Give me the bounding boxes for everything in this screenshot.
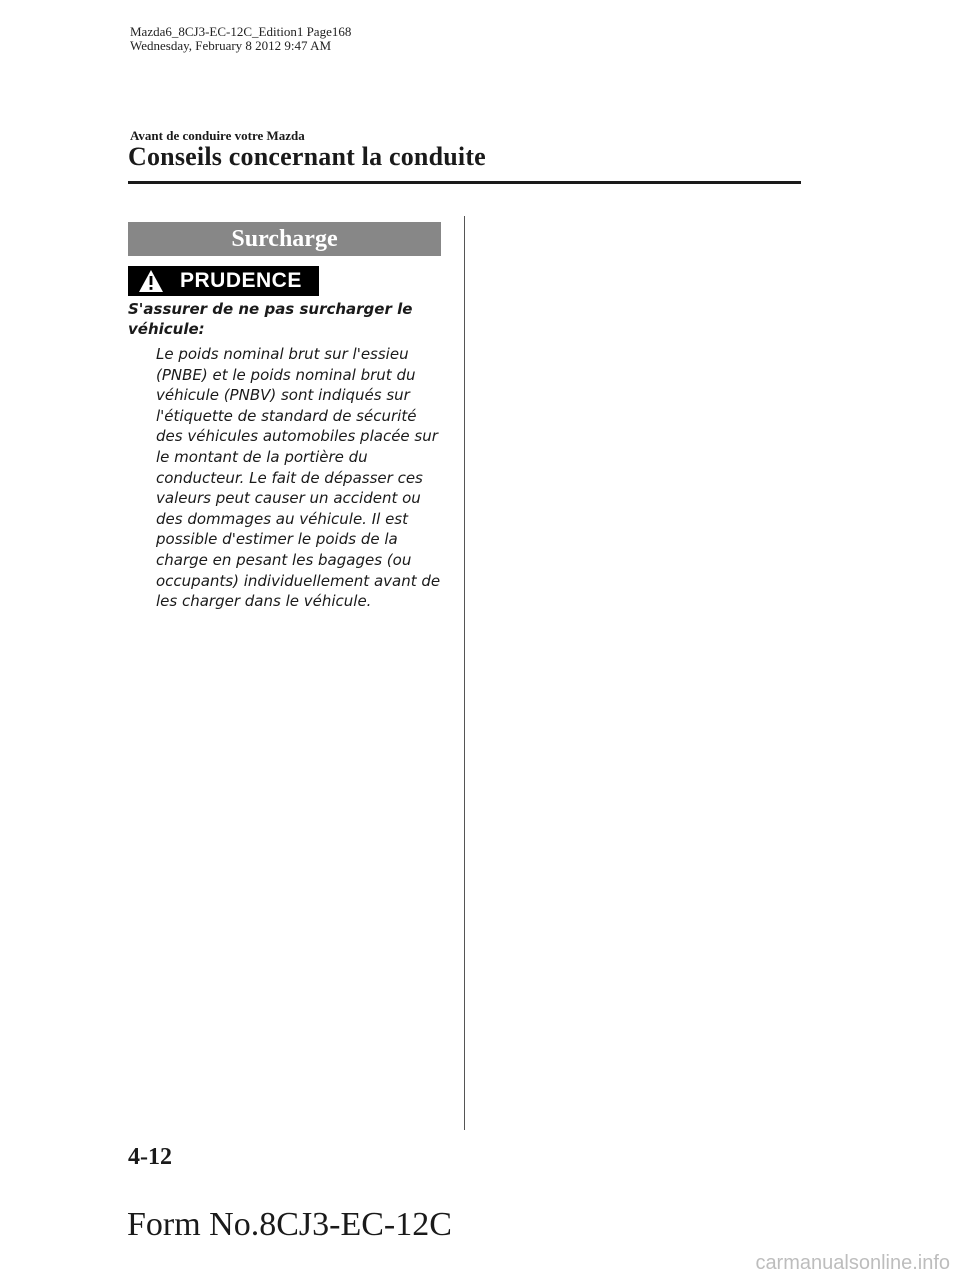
page-number: 4-12: [128, 1144, 172, 1170]
section-heading: Surcharge: [128, 222, 441, 256]
print-meta-line-1: Mazda6_8CJ3-EC-12C_Edition1 Page168: [130, 24, 352, 39]
caution-label: PRUDENCE: [180, 269, 302, 292]
caution-badge: [128, 266, 319, 296]
column-divider: [464, 216, 465, 1130]
watermark-text: carmanualsonline.info: [755, 1252, 950, 1274]
title-rule: [128, 181, 801, 184]
print-meta-line-2: Wednesday, February 8 2012 9:47 AM: [130, 38, 332, 53]
chapter-title: Conseils concernant la conduite: [128, 142, 486, 171]
warning-body-text: Le poids nominal brut sur l'essieu (PNBE) et le poids nominal brut du véhicule (PNBV) sont indiqués sur l'étiquette de standard de sécurité des véhicules automobiles placée sur le montant de la portière du conducteur. Le fait de dépasser ces valeurs peut causer un accident ou des dommages au véhicule. Il est possible d'estimer le poids de la charge en pesant les bagages (ou occupants) individuellement avant de les charger dans le véhicule.: [156, 345, 441, 611]
warning-lead-text: S'assurer de ne pas surcharger le véhicule:: [128, 300, 413, 338]
section-label: Avant de conduire votre Mazda: [130, 128, 305, 143]
form-number: Form No.8CJ3-EC-12C: [127, 1206, 452, 1243]
warning-triangle-icon: [138, 269, 164, 293]
